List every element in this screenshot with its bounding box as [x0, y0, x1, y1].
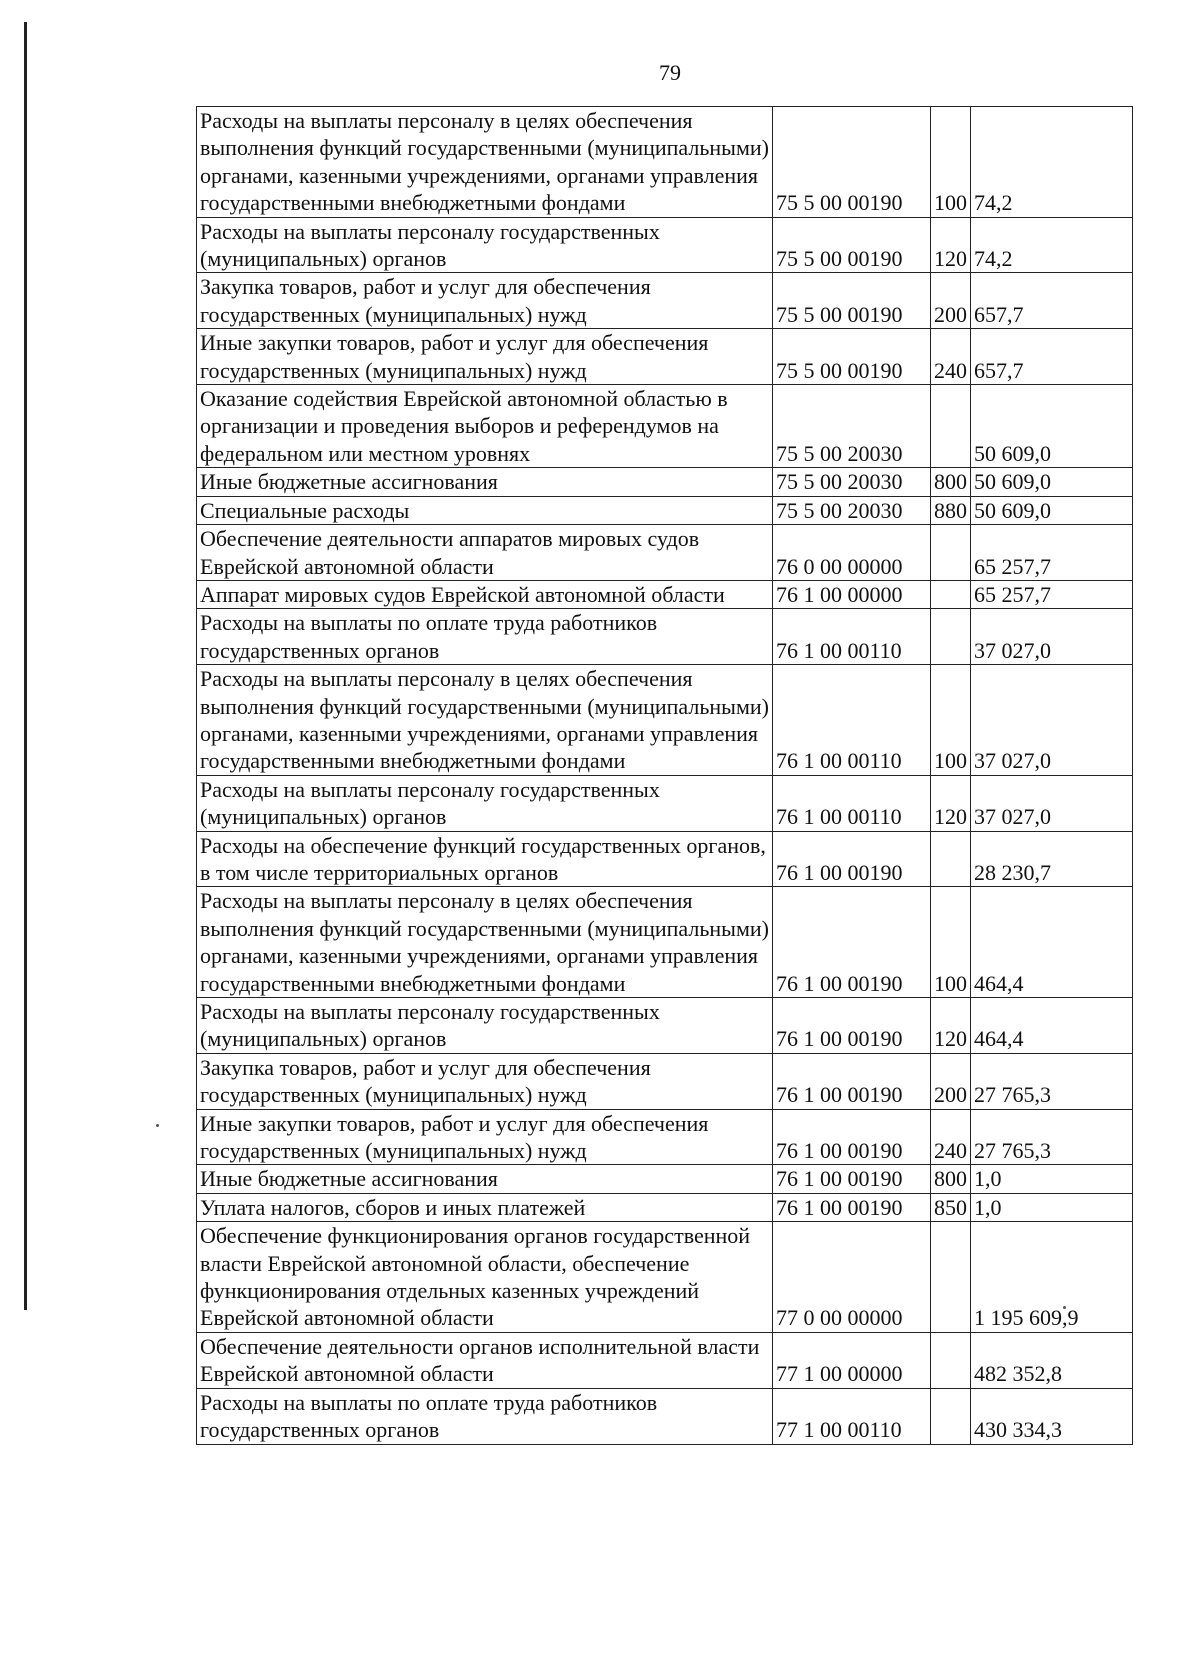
budget-table-body [197, 107, 1133, 1445]
target-code-cell: 76 1 00 00190 [773, 1053, 931, 1109]
table-row [197, 1165, 1133, 1193]
expense-name-cell: Иные бюджетные ассигнования [197, 1165, 773, 1193]
expense-type-cell: 240 [931, 1109, 971, 1165]
target-code-cell: 75 5 00 20030 [773, 468, 931, 496]
amount-cell: 657,7 [971, 329, 1133, 385]
expense-name-cell: Аппарат мировых судов Еврейской автономной области [197, 580, 773, 608]
target-code-cell: 77 1 00 00000 [773, 1332, 931, 1388]
expense-name-cell: Закупка товаров, работ и услуг для обеспечения государственных (муниципальных) нужд [197, 273, 773, 329]
table-row [197, 609, 1133, 665]
expense-name-cell: Расходы на выплаты персоналу государственных (муниципальных) органов [197, 998, 773, 1054]
scan-margin-line [24, 22, 27, 1310]
expense-type-cell [931, 385, 971, 468]
amount-cell: 50 609,0 [971, 496, 1133, 524]
table-row [197, 329, 1133, 385]
table-row [197, 1332, 1133, 1388]
expense-type-cell: 100 [931, 107, 971, 218]
amount-cell: 27 765,3 [971, 1109, 1133, 1165]
amount-cell: 37 027,0 [971, 609, 1133, 665]
expense-name-cell: Обеспечение деятельности органов исполнительной власти Еврейской автономной области [197, 1332, 773, 1388]
expense-name-cell: Расходы на выплаты персоналу в целях обеспечения выполнения функций государственными (муниципальными) органами, казенными учреждениями, органами управления государственными внебюджетными фондами [197, 107, 773, 218]
amount-cell: 464,4 [971, 887, 1133, 998]
target-code-cell: 76 1 00 00000 [773, 580, 931, 608]
target-code-cell: 76 1 00 00110 [773, 665, 931, 776]
expense-name-cell: Иные закупки товаров, работ и услуг для обеспечения государственных (муниципальных) нужд [197, 1109, 773, 1165]
amount-cell: 50 609,0 [971, 385, 1133, 468]
expense-name-cell: Иные закупки товаров, работ и услуг для обеспечения государственных (муниципальных) нужд [197, 329, 773, 385]
target-code-cell: 76 1 00 00190 [773, 887, 931, 998]
target-code-cell: 77 0 00 00000 [773, 1222, 931, 1333]
expense-name-cell: Расходы на обеспечение функций государственных органов, в том числе территориальных органов [197, 831, 773, 887]
amount-cell: 37 027,0 [971, 775, 1133, 831]
expense-name-cell: Расходы на выплаты по оплате труда работников государственных органов [197, 1388, 773, 1444]
expense-name-cell: Расходы на выплаты персоналу в целях обеспечения выполнения функций государственными (муниципальными) органами, казенными учреждениями, органами управления государственными внебюджетными фондами [197, 665, 773, 776]
target-code-cell: 76 1 00 00190 [773, 831, 931, 887]
amount-cell: 657,7 [971, 273, 1133, 329]
amount-cell: 37 027,0 [971, 665, 1133, 776]
expense-name-cell: Расходы на выплаты персоналу в целях обеспечения выполнения функций государственными (муниципальными) органами, казенными учреждениями, органами управления государственными внебюджетными фондами [197, 887, 773, 998]
amount-cell: 65 257,7 [971, 525, 1133, 581]
expense-type-cell: 120 [931, 775, 971, 831]
expense-name-cell: Закупка товаров, работ и услуг для обеспечения государственных (муниципальных) нужд [197, 1053, 773, 1109]
amount-cell: 1 195 609,9 [971, 1222, 1133, 1333]
expense-type-cell: 100 [931, 665, 971, 776]
amount-cell: 28 230,7 [971, 831, 1133, 887]
expense-name-cell: Расходы на выплаты по оплате труда работников государственных органов [197, 609, 773, 665]
expense-type-cell: 200 [931, 1053, 971, 1109]
table-row [197, 887, 1133, 998]
target-code-cell: 76 1 00 00110 [773, 775, 931, 831]
expense-type-cell: 200 [931, 273, 971, 329]
expense-type-cell [931, 1332, 971, 1388]
expense-type-cell: 850 [931, 1193, 971, 1221]
table-row [197, 831, 1133, 887]
table-row [197, 496, 1133, 524]
expense-name-cell: Оказание содействия Еврейской автономной областью в организации и проведения выборов и референдумов на федеральном или местном уровнях [197, 385, 773, 468]
target-code-cell: 75 5 00 20030 [773, 496, 931, 524]
expense-name-cell: Уплата налогов, сборов и иных платежей [197, 1193, 773, 1221]
target-code-cell: 77 1 00 00110 [773, 1388, 931, 1444]
expense-type-cell: 800 [931, 1165, 971, 1193]
target-code-cell: 75 5 00 20030 [773, 385, 931, 468]
expense-type-cell: 120 [931, 217, 971, 273]
table-row [197, 1388, 1133, 1444]
expense-name-cell: Иные бюджетные ассигнования [197, 468, 773, 496]
target-code-cell: 75 5 00 00190 [773, 107, 931, 218]
budget-table [196, 106, 1133, 1445]
target-code-cell: 75 5 00 00190 [773, 273, 931, 329]
expense-type-cell: 100 [931, 887, 971, 998]
expense-name-cell: Расходы на выплаты персоналу государственных (муниципальных) органов [197, 217, 773, 273]
table-row [197, 665, 1133, 776]
expense-type-cell [931, 831, 971, 887]
target-code-cell: 76 0 00 00000 [773, 525, 931, 581]
amount-cell: 74,2 [971, 107, 1133, 218]
table-row [197, 1193, 1133, 1221]
target-code-cell: 76 1 00 00190 [773, 998, 931, 1054]
expense-type-cell [931, 1222, 971, 1333]
table-row [197, 273, 1133, 329]
table-row [197, 525, 1133, 581]
scan-speck [156, 1124, 159, 1127]
table-row [197, 107, 1133, 218]
expense-name-cell: Специальные расходы [197, 496, 773, 524]
expense-type-cell: 880 [931, 496, 971, 524]
target-code-cell: 75 5 00 00190 [773, 329, 931, 385]
expense-type-cell [931, 1388, 971, 1444]
amount-cell: 1,0 [971, 1193, 1133, 1221]
table-row [197, 1222, 1133, 1333]
target-code-cell: 76 1 00 00190 [773, 1165, 931, 1193]
page-number: 79 [659, 60, 681, 85]
table-row [197, 217, 1133, 273]
expense-type-cell: 240 [931, 329, 971, 385]
target-code-cell: 76 1 00 00110 [773, 609, 931, 665]
amount-cell: 464,4 [971, 998, 1133, 1054]
table-row [197, 1053, 1133, 1109]
expense-type-cell [931, 609, 971, 665]
expense-name-cell: Обеспечение функционирования органов государственной власти Еврейской автономной области, обеспечение функционирования отдельных казенных учреждений Еврейской автономной области [197, 1222, 773, 1333]
expense-type-cell: 800 [931, 468, 971, 496]
target-code-cell: 76 1 00 00190 [773, 1109, 931, 1165]
target-code-cell: 75 5 00 00190 [773, 217, 931, 273]
table-row [197, 580, 1133, 608]
amount-cell: 50 609,0 [971, 468, 1133, 496]
amount-cell: 27 765,3 [971, 1053, 1133, 1109]
table-row [197, 998, 1133, 1054]
expense-name-cell: Расходы на выплаты персоналу государственных (муниципальных) органов [197, 775, 773, 831]
amount-cell: 1,0 [971, 1165, 1133, 1193]
expense-type-cell [931, 525, 971, 581]
expense-type-cell [931, 580, 971, 608]
table-row [197, 775, 1133, 831]
amount-cell: 74,2 [971, 217, 1133, 273]
table-row [197, 385, 1133, 468]
table-row [197, 1109, 1133, 1165]
amount-cell: 65 257,7 [971, 580, 1133, 608]
expense-name-cell: Обеспечение деятельности аппаратов мировых судов Еврейской автономной области [197, 525, 773, 581]
table-row [197, 468, 1133, 496]
target-code-cell: 76 1 00 00190 [773, 1193, 931, 1221]
amount-cell: 430 334,3 [971, 1388, 1133, 1444]
expense-type-cell: 120 [931, 998, 971, 1054]
amount-cell: 482 352,8 [971, 1332, 1133, 1388]
